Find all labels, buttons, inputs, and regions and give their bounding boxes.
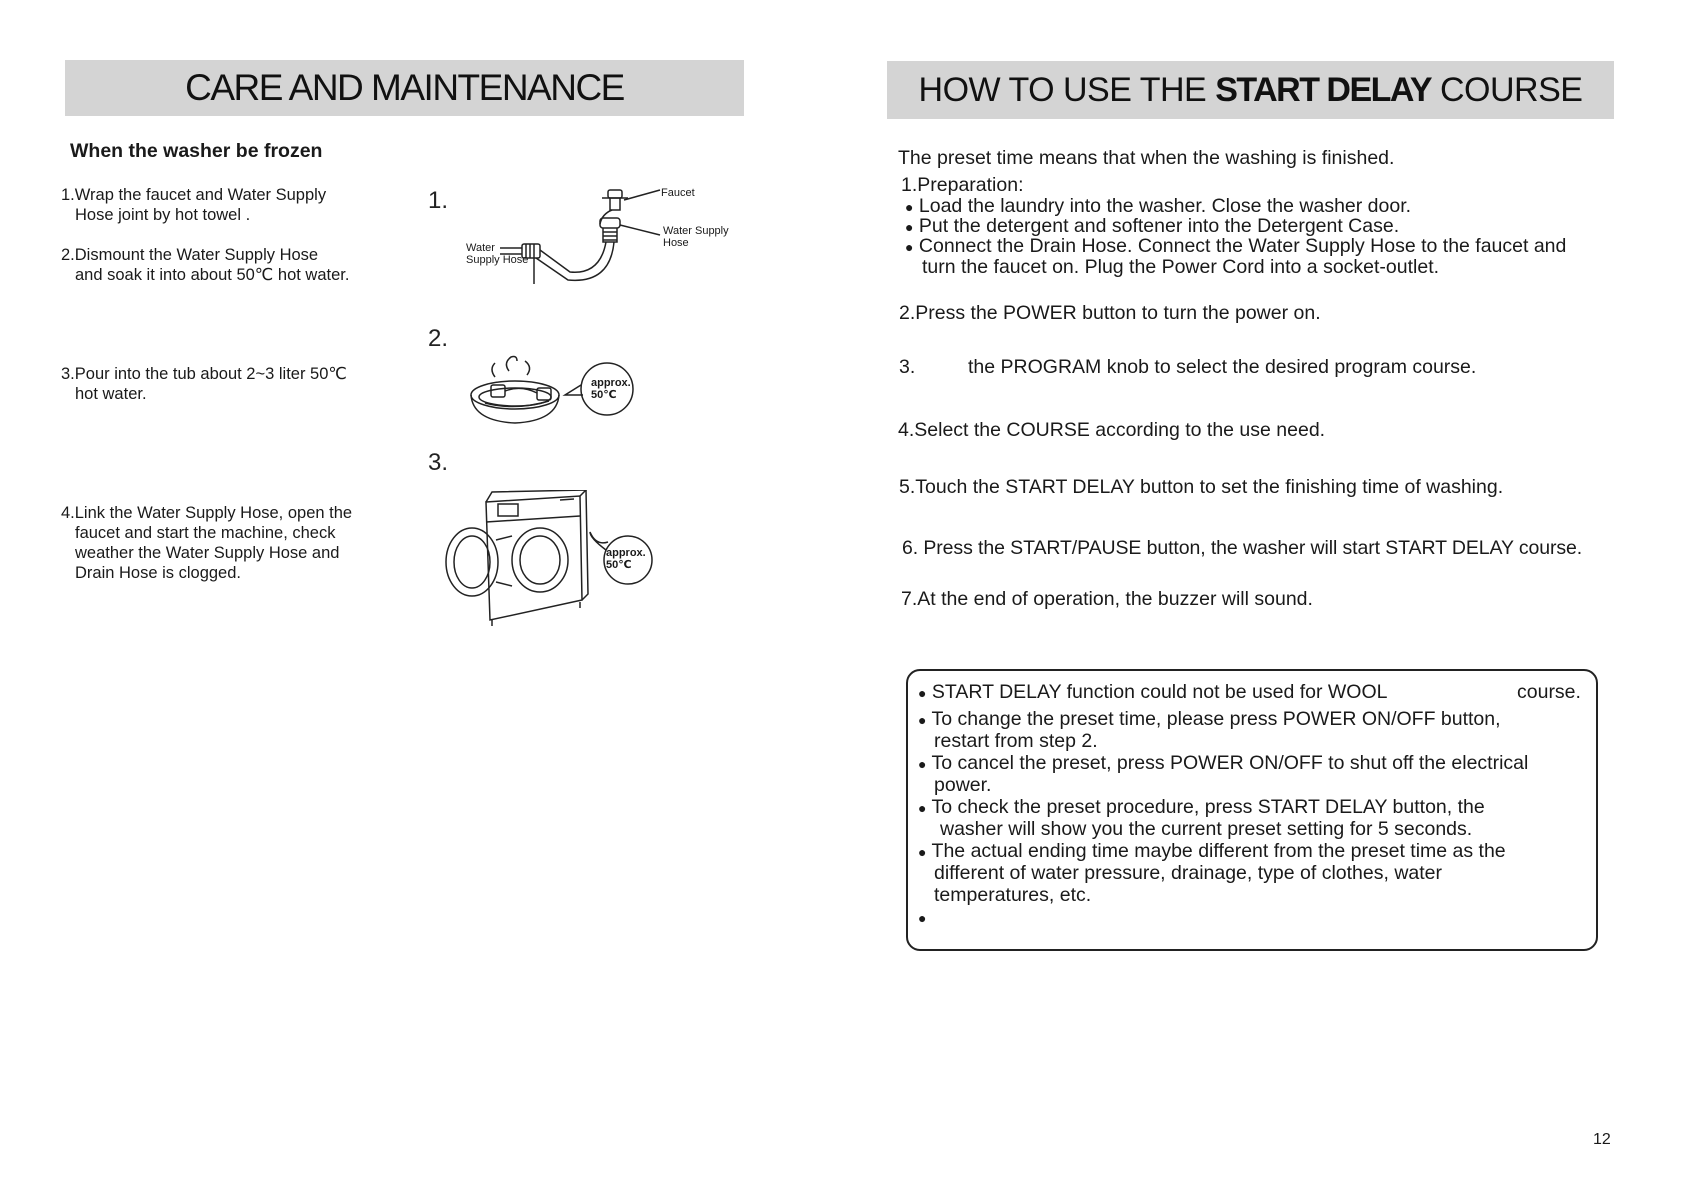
note-4-line1: To check the preset procedure, press START DELAY button, the (931, 796, 1485, 818)
step-6: 6. Press the START/PAUSE button, the washer will start START DELAY course. (902, 537, 1583, 559)
frozen-subtitle: When the washer be frozen (70, 140, 323, 162)
frozen-step-4-line4: Drain Hose is clogged. (75, 564, 241, 582)
hose-label-right-line1: Water Supply (663, 225, 729, 237)
header-prefix: HOW TO USE THE (918, 70, 1216, 109)
start-delay-header (887, 61, 1614, 119)
bullet-icon: ● (918, 910, 927, 926)
figure-number-3: 3. (428, 449, 449, 476)
bullet-icon: ● (918, 844, 927, 860)
figure-number-2: 2. (428, 325, 449, 352)
note-5 (918, 841, 1506, 864)
header-start-delay: START DELAY (1215, 70, 1432, 109)
water-supply-hose-label-left (466, 242, 528, 266)
step-4: 4.Select the COURSE according to the use need. (898, 419, 1326, 441)
temp-label-1: 50℃ (591, 389, 617, 401)
step-7: 7.At the end of operation, the buzzer will sound. (901, 588, 1313, 610)
care-maintenance-header (65, 60, 744, 116)
frozen-step-2-line1: 2.Dismount the Water Supply Hose (61, 246, 319, 264)
bullet-icon: ● (905, 199, 914, 215)
frozen-step-1 (61, 185, 326, 225)
step-5: 5.Touch the START DELAY button to set the finishing time of washing. (899, 476, 1504, 498)
page-number: 12 (1593, 1131, 1611, 1148)
approx-label-2: approx. (606, 547, 646, 559)
bullet-icon: ● (918, 712, 927, 728)
note-1 (918, 682, 1387, 705)
note-1-text: START DELAY function could not be used for WOOL (931, 681, 1388, 703)
bullet-icon: ● (905, 239, 914, 255)
frozen-step-4-line2: faucet and start the machine, check (75, 524, 336, 542)
frozen-step-4-line3: weather the Water Supply Hose and (75, 544, 340, 562)
prep-item-3-cont: turn the faucet on. Plug the Power Cord into a socket-outlet. (922, 256, 1440, 278)
prep-item-2-text: Put the detergent and softener into the Detergent Case. (918, 215, 1400, 237)
frozen-step-2-line2: and soak it into about 50℃ hot water. (75, 266, 350, 284)
note-5-line1: The actual ending time maybe different from the preset time as the (931, 840, 1506, 862)
note-4 (918, 797, 1485, 820)
note-5-line2: different of water pressure, drainage, type of clothes, water (934, 862, 1442, 884)
intro-text: The preset time means that when the washing is finished. (898, 147, 1395, 169)
bullet-icon: ● (918, 756, 927, 772)
frozen-step-1-line1: 1.Wrap the faucet and Water Supply (61, 186, 327, 204)
care-maintenance-title: CARE AND MAINTENANCE (185, 67, 624, 108)
prep-item-3-text: Connect the Drain Hose. Connect the Water Supply Hose to the faucet and (918, 235, 1567, 257)
hose-label-right-line2: Hose (663, 237, 689, 249)
frozen-step-3 (61, 364, 347, 404)
bullet-icon: ● (905, 219, 914, 235)
prep-item-1-text: Load the laundry into the washer. Close the washer door. (918, 195, 1412, 217)
frozen-step-1-line2: Hose joint by hot towel . (75, 206, 251, 224)
step-2: 2.Press the POWER button to turn the power on. (899, 302, 1321, 324)
note-3 (918, 753, 1528, 776)
faucet-label: Faucet (661, 187, 695, 199)
frozen-step-2 (61, 245, 349, 285)
frozen-step-3-line1: 3.Pour into the tub about 2~3 liter 50℃ (61, 365, 347, 383)
note-2 (918, 709, 1501, 732)
water-supply-hose-label-right (663, 225, 729, 249)
note-2-line1: To change the preset time, please press POWER ON/OFF button, (931, 708, 1501, 730)
header-suffix: COURSE (1431, 70, 1583, 109)
approx-temp-bubble-2 (606, 547, 646, 571)
note-6-empty-bullet (918, 907, 926, 930)
note-2-line2: restart from step 2. (934, 730, 1098, 752)
step-3-text: the PROGRAM knob to select the desired program course. (968, 356, 1477, 378)
prep-item-3 (905, 236, 1566, 258)
note-4-line2: washer will show you the current preset setting for 5 seconds. (940, 818, 1473, 840)
hose-label-left-line1: Water (466, 242, 495, 254)
note-3-line1: To cancel the preset, press POWER ON/OFF to shut off the electrical (931, 752, 1529, 774)
approx-label-1: approx. (591, 377, 631, 389)
hose-label-left-line2: Supply Hose (466, 254, 529, 266)
note-3-line2: power. (934, 774, 992, 796)
bullet-icon: ● (918, 685, 927, 701)
figure-number-1: 1. (428, 187, 449, 214)
preparation-title: 1.Preparation: (901, 174, 1024, 196)
temp-label-2: 50℃ (606, 559, 632, 571)
approx-temp-bubble-1 (591, 377, 631, 401)
frozen-step-4 (61, 503, 352, 583)
bullet-icon: ● (918, 800, 927, 816)
frozen-step-4-line1: 4.Link the Water Supply Hose, open the (61, 504, 353, 522)
note-1-course: course. (1517, 681, 1581, 703)
frozen-step-3-line2: hot water. (75, 385, 147, 403)
note-5-line3: temperatures, etc. (934, 884, 1092, 906)
step-3-number: 3. (899, 356, 916, 378)
